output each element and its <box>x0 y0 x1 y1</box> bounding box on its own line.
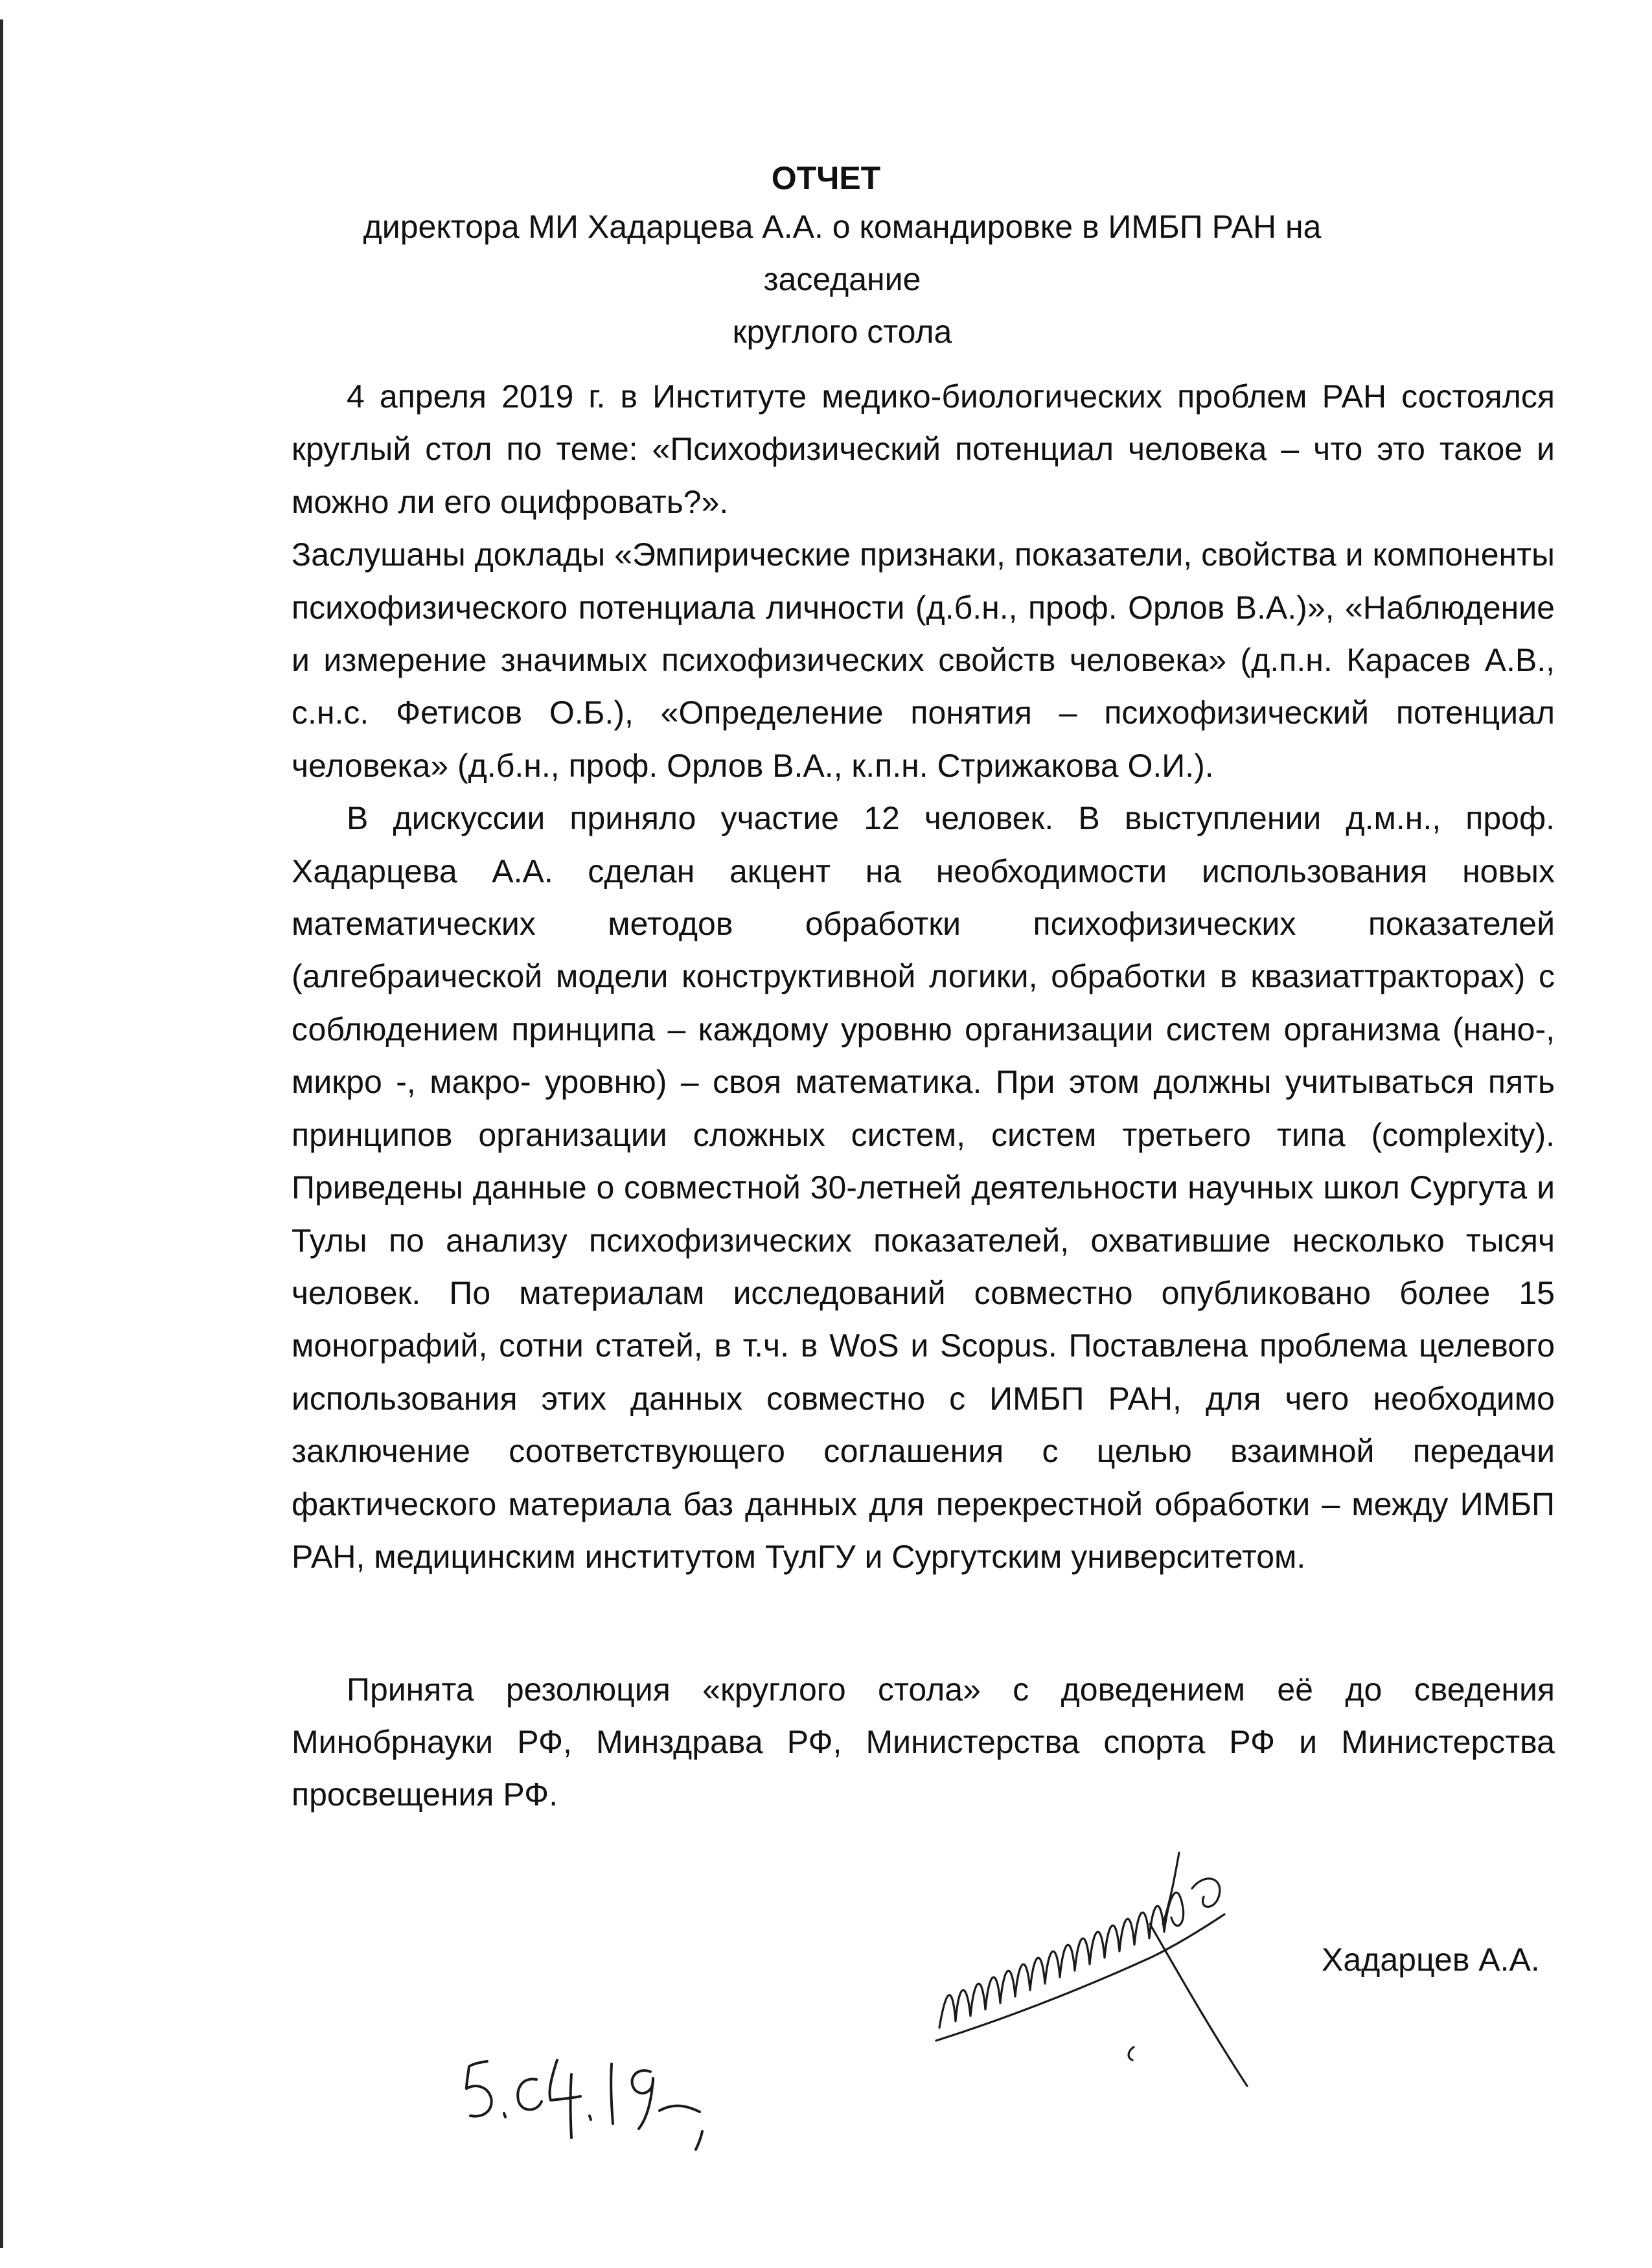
scan-edge <box>0 19 3 2248</box>
handwritten-signature <box>920 1827 1309 2099</box>
report-body <box>292 371 1555 1583</box>
document-title: ОТЧЕТ <box>771 160 881 196</box>
subtitle-line-2: круглого стола <box>732 314 952 350</box>
subtitle-line-1: директора МИ Хадарцева А.А. о командировке в ИМБП РАН на заседание <box>363 209 1322 297</box>
paragraph-intro: 4 апреля 2019 г. в Институте медико-биологических проблем РАН состоялся круглый стол по теме: «Психофизический потенциал человека – что это такое и можно ли его оцифровать?». <box>292 378 1555 520</box>
paragraph-resolution: Принята резолюция «круглого стола» с доведением её до сведения Минобрнауки РФ, Минздрава РФ, Министерства спорта РФ и Министерства просвещения РФ. <box>292 1671 1555 1813</box>
paragraph-reports: Заслушаны доклады «Эмпирические признаки, показатели, свойства и компоненты психофизического потенциала личности (д.б.н., проф. Орлов В.А.)», «Наблюдение и измерение значимых психофизических свойств человека» (д.п.н. Карасев А.В., с.н.с. Фетисов О.Б.), «Определение понятия – психофизический потенциал человека» (д.б.н., проф. Орлов В.А., к.п.н. Стрижакова О.И.). <box>292 536 1555 784</box>
paragraph-discussion: В дискуссии приняло участие 12 человек. В выступлении д.м.н., проф. Хадарцева А.А. сделан акцент на необходимости использования новых математических методов обработки психофизических показателей (алгебраической модели конструктивной логики, обработки в квазиаттракторах) с соблюдением принципа – каждому уровню организации систем организма (нано-, микро -, макро- уровню) – своя математика. При этом должны учитываться пять принципов организации сложных систем, систем третьего типа (complexity). Приведены данные о совместной 30-летней деятельности научных школ Сургута и Тулы по анализу психофизических показателей, охватившие несколько тысяч человек. По материалам исследований совместно опубликовано более 15 монографий, сотни статей, в т.ч. в WoS и Scopus. Поставлена проблема целевого использования этих данных совместно с ИМБП РАН, для чего необходимо заключение соответствующего соглашения с целью взаимной передачи фактического материала баз данных для перекрестной обработки – между ИМБП РАН, медицинским институтом ТулГУ и Сургутским университетом. <box>292 800 1555 1575</box>
handwritten-date <box>453 2041 764 2157</box>
document-subtitle <box>324 201 1360 358</box>
signer-name: Хадарцев А.А. <box>1322 1942 1540 1978</box>
